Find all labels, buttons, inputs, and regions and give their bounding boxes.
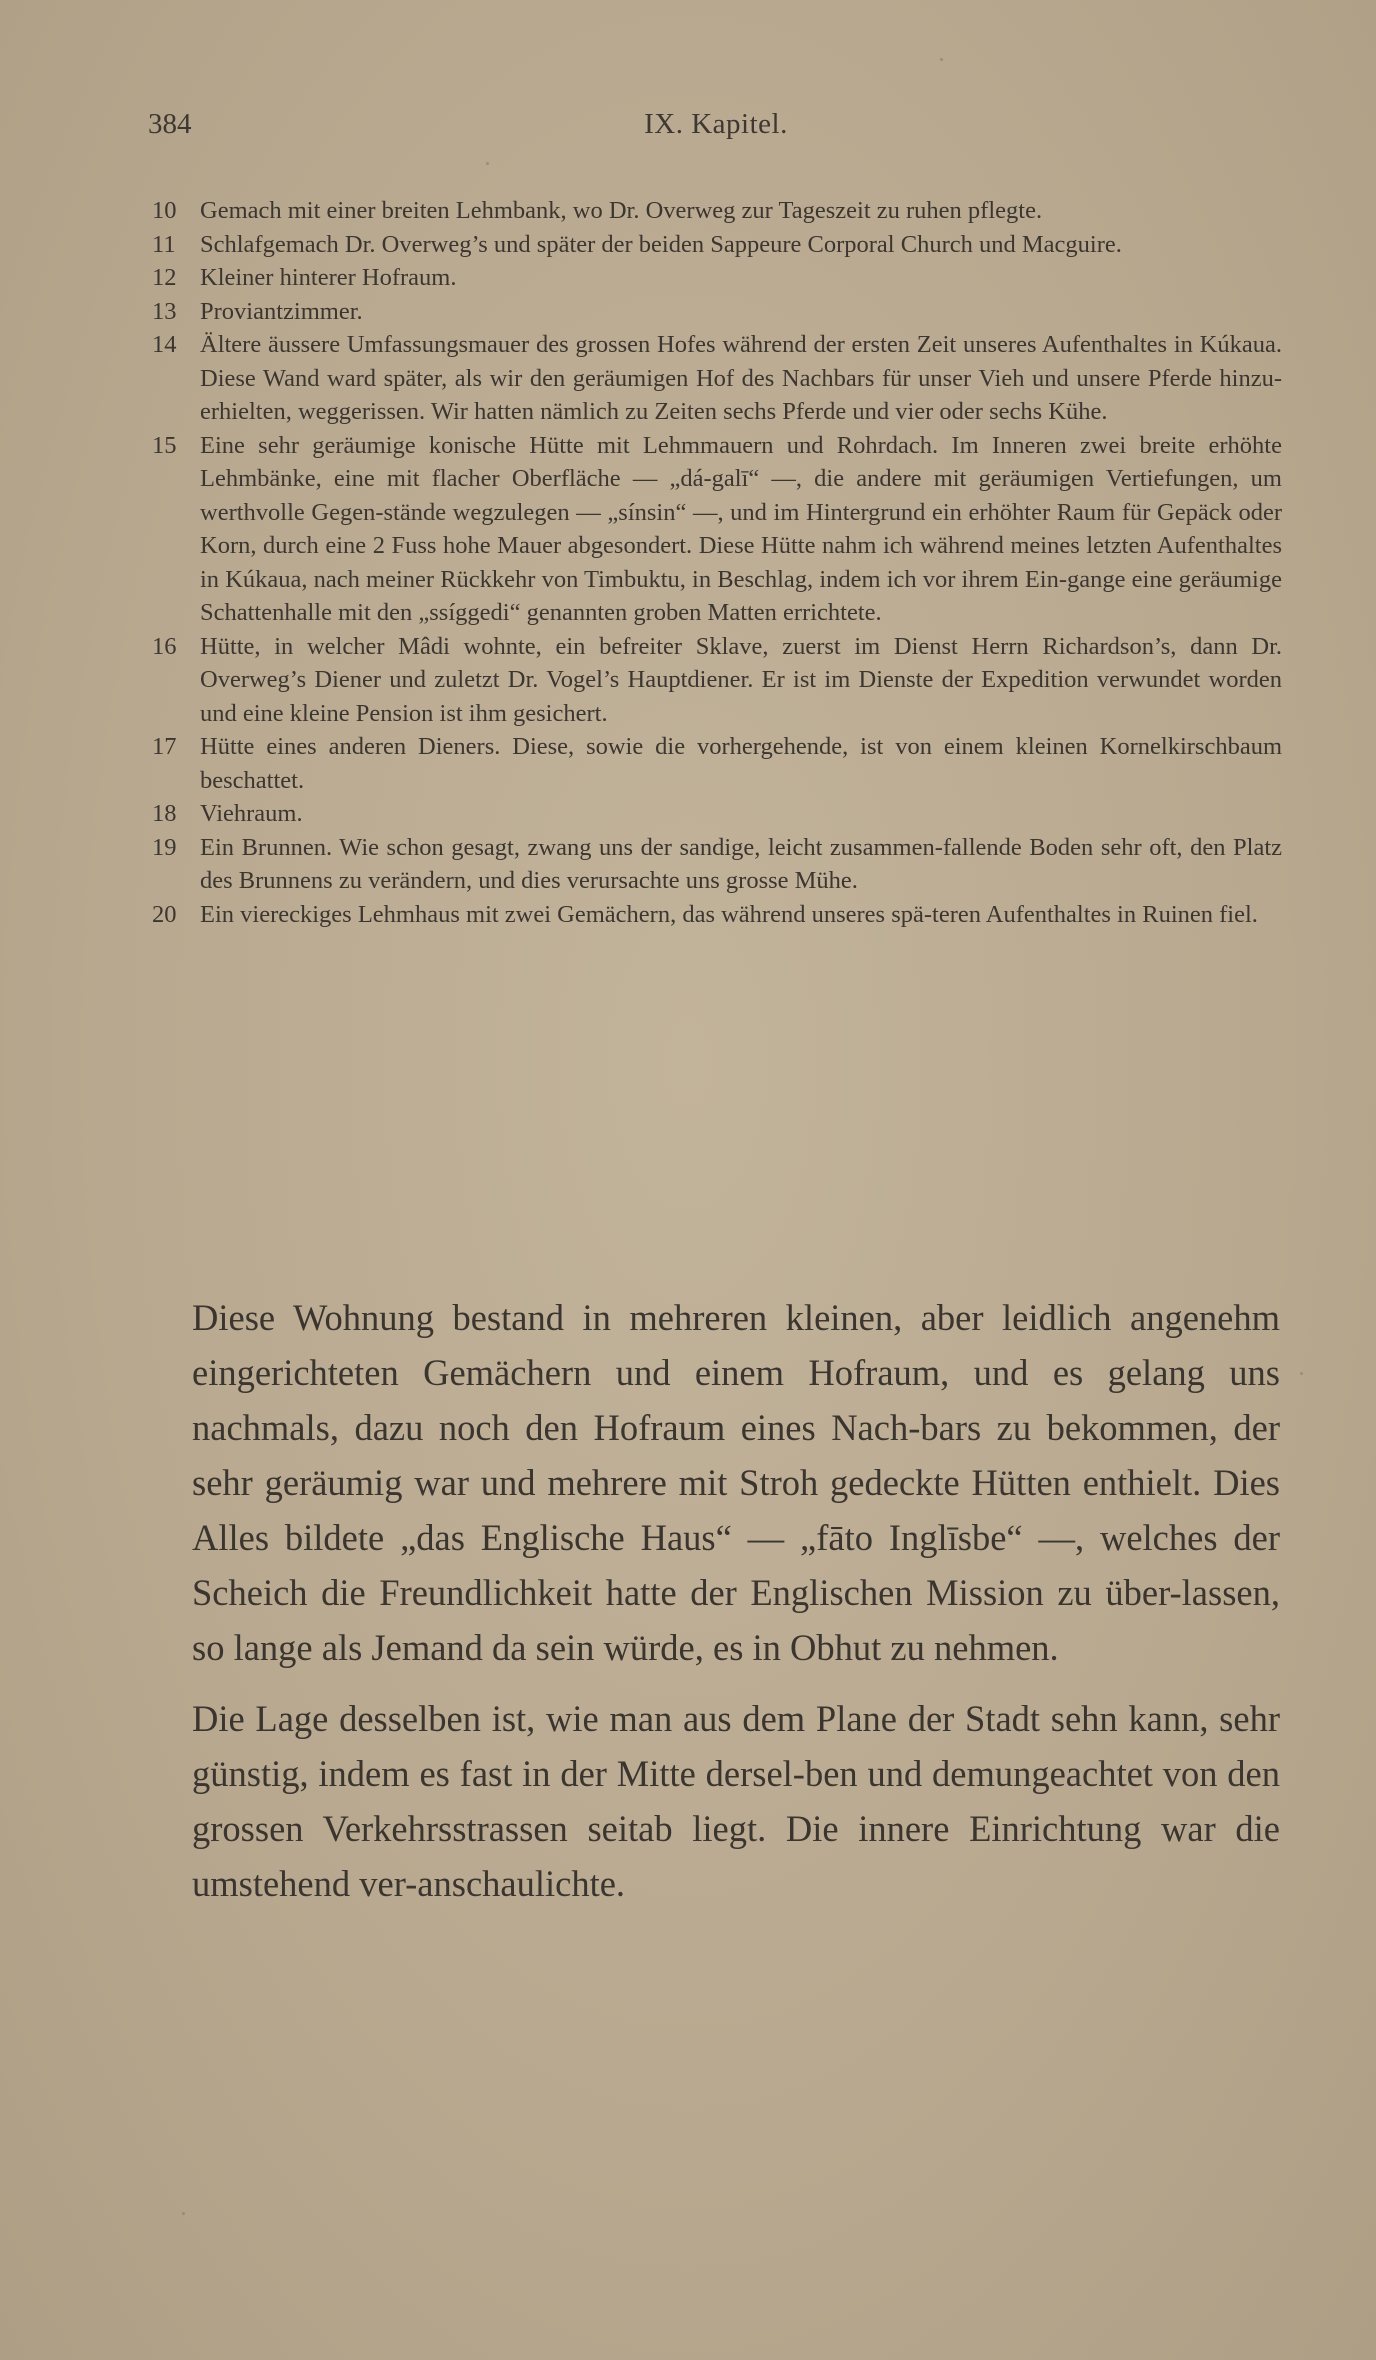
note-item bbox=[152, 429, 1282, 630]
note-item bbox=[152, 228, 1282, 262]
note-number: 12 bbox=[152, 264, 177, 291]
note-number: 14 bbox=[152, 331, 177, 358]
legend-notes bbox=[152, 194, 1282, 931]
note-text: Gemach mit einer breiten Lehmbank, wo Dr. Overweg zur Tageszeit zu ruhen pflegte. bbox=[200, 197, 1043, 224]
chapter-title: IX. Kapitel. bbox=[644, 108, 788, 140]
note-number: 10 bbox=[152, 197, 177, 224]
note-text: Proviantzimmer. bbox=[200, 297, 363, 325]
note-number: 11 bbox=[152, 230, 176, 258]
note-number: 15 bbox=[152, 431, 177, 459]
note-text: Hütte eines anderen Dieners. Diese, sowie die vorhergehende, ist von einem kleinen Kornelkirschbaum beschattet. bbox=[200, 733, 1282, 794]
note-text: Ein viereckiges Lehmhaus mit zwei Gemächern, das während unseres spä-teren Aufenthaltes in Ruinen fiel. bbox=[200, 900, 1258, 928]
note-text: Ein Brunnen. Wie schon gesagt, zwang uns der sandige, leicht zusammen-fallende Boden sehr oft, den Platz des Brunnens zu verändern, und dies verursachte uns grosse Mühe. bbox=[200, 833, 1282, 894]
note-text: Ältere äussere Umfassungsmauer des grossen Hofes während der ersten Zeit unseres Aufenthaltes in Kúkaua. Diese Wand ward später, als wir den geräumigen Hof des Nachbars für unser Vieh und unsere Pferde hinzu-erhielten, weggerissen. Wir hatten nämlich zu Zeiten sechs Pferde und vier oder sechs Kühe. bbox=[200, 331, 1282, 425]
note-item bbox=[152, 630, 1282, 731]
note-text: Eine sehr geräumige konische Hütte mit Lehmmauern und Rohrdach. Im Inneren zwei breite erhöhte Lehmbänke, eine mit flacher Oberfläche — „dá-galī“ —, die andere mit geräumigen Vertiefungen, um werthvolle Gegen-stände wegzulegen — „sínsin“ —, und im Hintergrund ein erhöhter Raum für Gepäck oder Korn, durch eine 2 Fuss hohe Mauer abgesondert. Diese Hütte nahm ich während meines letzten Aufenthaltes in Kúkaua, nach meiner Rückkehr von Timbuktu, in Beschlag, indem ich vor ihrem Ein-gange eine geräumige Schattenhalle mit den „ssíggedi“ genannten groben Matten errichtete. bbox=[200, 431, 1282, 626]
body-paragraph: Die Lage desselben ist, wie man aus dem Plane der Stadt sehn kann, sehr günstig, indem es fast in der Mitte dersel-ben und demungeachtet von den grossen Verkehrsstrassen seitab liegt. Die innere Einrichtung war die umstehend ver-anschaulichte. bbox=[192, 1698, 1280, 1904]
note-item bbox=[152, 194, 1282, 228]
page-number: 384 bbox=[148, 108, 192, 140]
note-number: 19 bbox=[152, 833, 177, 861]
note-number: 18 bbox=[152, 800, 177, 827]
note-item bbox=[152, 261, 1282, 295]
note-number: 20 bbox=[152, 900, 177, 928]
running-head bbox=[148, 108, 1284, 152]
note-item bbox=[152, 730, 1282, 797]
note-text: Viehraum. bbox=[200, 800, 303, 827]
note-item bbox=[152, 295, 1282, 329]
paper-speck bbox=[940, 58, 943, 61]
note-text: Schlafgemach Dr. Overweg’s und später der beiden Sappeure Corporal Church und Macguire. bbox=[200, 230, 1122, 258]
note-item bbox=[152, 898, 1282, 932]
note-number: 17 bbox=[152, 733, 177, 760]
paper-speck bbox=[182, 2212, 185, 2215]
note-item bbox=[152, 831, 1282, 898]
note-number: 13 bbox=[152, 297, 177, 325]
note-text: Kleiner hinterer Hofraum. bbox=[200, 264, 457, 291]
note-number: 16 bbox=[152, 632, 177, 660]
note-item bbox=[152, 797, 1282, 831]
body-text bbox=[192, 1290, 1280, 1911]
paper-speck bbox=[486, 162, 489, 165]
paper-speck bbox=[1300, 1372, 1303, 1375]
body-paragraph: Diese Wohnung bestand in mehreren kleinen, aber leidlich angenehm eingerichteten Gemächern und einem Hofraum, und es gelang uns nachmals, dazu noch den Hofraum eines Nach-bars zu bekommen, der sehr geräumig war und mehrere mit Stroh gedeckte Hütten enthielt. Dies Alles bildete „das Englische Haus“ — „fāto Inglīsbe“ —, welches der Scheich die Freundlichkeit hatte der Englischen Mission zu über-lassen, so lange als Jemand da sein würde, es in Obhut zu nehmen. bbox=[192, 1297, 1280, 1668]
note-text: Hütte, in welcher Mâdi wohnte, ein befreiter Sklave, zuerst im Dienst Herrn Richardson’s, dann Dr. Overweg’s Diener und zuletzt Dr. Vogel’s Hauptdiener. Er ist im Dienste der Expedition verwundet worden und eine kleine Pension ist ihm gesichert. bbox=[200, 632, 1282, 727]
note-item bbox=[152, 328, 1282, 429]
